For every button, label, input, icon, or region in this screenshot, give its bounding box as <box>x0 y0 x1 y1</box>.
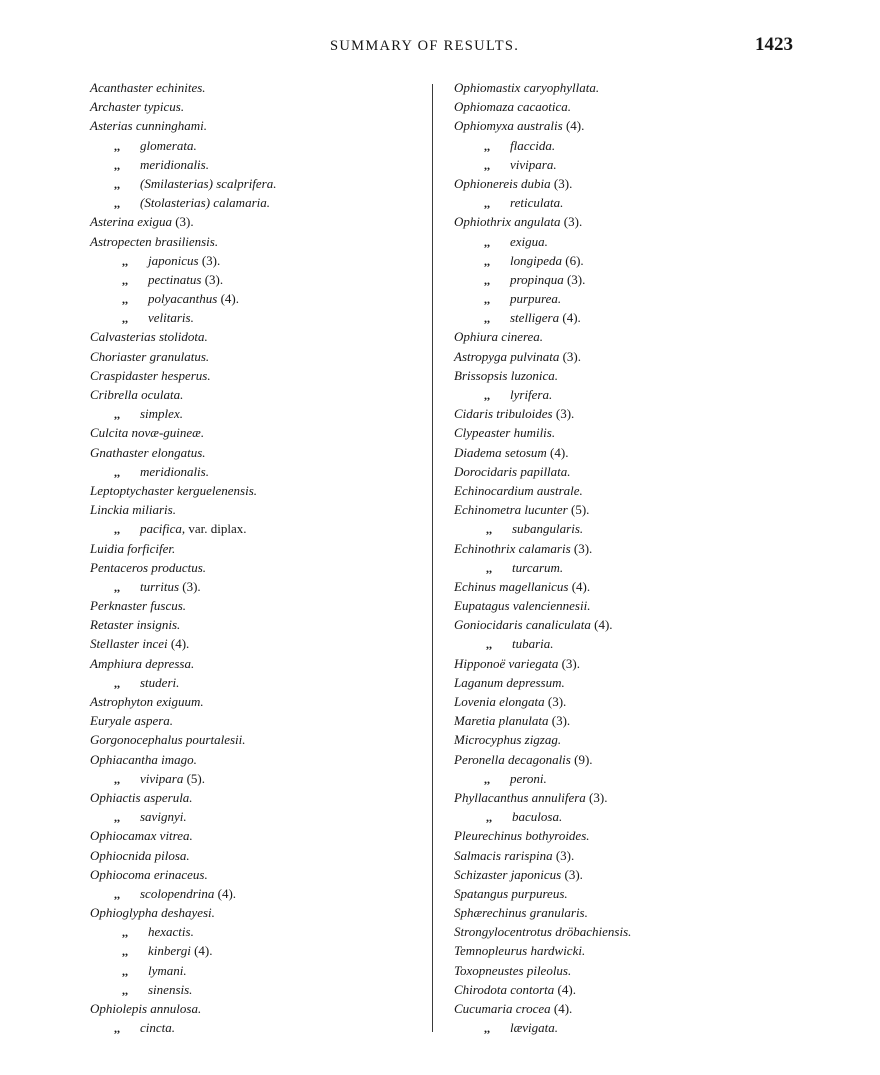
species-name: Peronella decagonalis <box>454 751 571 767</box>
entry-note: (3). <box>558 655 581 671</box>
species-name: Choriaster granulatus. <box>90 348 210 364</box>
species-entry <box>90 155 277 174</box>
ditto-mark: ,, <box>114 522 120 537</box>
species-name: Ophiomyxa australis <box>454 118 563 134</box>
species-name: lymani. <box>148 962 187 978</box>
entry-note: (3). <box>570 540 593 556</box>
species-entry <box>90 423 277 442</box>
entry-note: (6). <box>562 252 584 268</box>
species-name: (Smilasterias) scalprifera. <box>140 175 277 191</box>
ditto-mark: ,, <box>114 157 120 172</box>
species-entry <box>90 654 277 673</box>
species-name: Ophiura cinerea. <box>454 329 544 345</box>
species-entry <box>90 903 277 922</box>
species-name: Amphiura depressa. <box>90 655 195 671</box>
species-name: purpurea. <box>510 291 562 307</box>
species-name: vivipara <box>140 770 184 786</box>
ditto-mark: ,, <box>122 944 128 959</box>
species-entry <box>90 884 277 903</box>
species-entry <box>454 289 631 308</box>
species-entry <box>454 1018 631 1037</box>
species-name: Gorgonocephalus pourtalesii. <box>90 732 246 748</box>
species-name: Pentaceros productus. <box>90 559 207 575</box>
species-name: Ophiocnida pilosa. <box>90 847 190 863</box>
species-name: Temnopleurus hardwicki. <box>454 943 586 959</box>
entry-note: (4). <box>550 1001 573 1016</box>
entry-note: (4). <box>554 981 576 997</box>
species-entry <box>90 308 277 327</box>
species-entry <box>90 750 277 769</box>
species-entry <box>90 922 277 941</box>
species-entry <box>90 846 277 865</box>
species-entry <box>90 116 277 135</box>
species-entry <box>454 558 631 577</box>
species-entry <box>90 212 277 231</box>
species-name: Echinothrix calamaris <box>454 540 571 556</box>
species-entry <box>90 596 277 615</box>
ditto-mark: ,, <box>114 196 120 211</box>
species-entry <box>454 903 631 922</box>
species-entry <box>90 136 277 155</box>
species-name: Archaster typicus. <box>90 99 185 115</box>
species-name: Ophiothrix angulata <box>454 214 561 230</box>
page-number: 1423 <box>755 34 793 55</box>
species-name: Stellaster incei <box>90 636 168 652</box>
entry-note: (4). <box>546 444 569 460</box>
ditto-mark: ,, <box>114 1021 120 1036</box>
species-entry <box>454 232 631 251</box>
species-name: simplex. <box>140 406 183 422</box>
species-name: Goniocidaris canaliculata <box>454 617 591 633</box>
species-entry <box>90 462 277 481</box>
species-name: Maretia planulata <box>454 713 549 729</box>
entry-note: (3). <box>561 866 583 882</box>
species-name: Asterina exigua <box>90 214 172 230</box>
ditto-mark: ,, <box>114 407 120 422</box>
entry-note: (3). <box>552 406 575 422</box>
species-entry <box>454 404 631 423</box>
species-name: cincta. <box>140 1020 176 1036</box>
species-name: Hipponoë variegata <box>454 655 559 671</box>
species-entry <box>90 347 277 366</box>
species-name: meridionalis. <box>140 156 209 172</box>
species-name: Ophiolepis annulosa. <box>90 1001 202 1016</box>
species-entry <box>90 634 277 653</box>
species-name: Chirodota contorta <box>454 981 555 997</box>
entry-note: (3). <box>563 271 586 287</box>
species-name: pectinatus <box>148 271 202 287</box>
species-entry <box>454 519 631 538</box>
species-entry <box>454 212 631 231</box>
species-name: scolopendrina <box>140 885 215 901</box>
species-entry <box>90 673 277 692</box>
entry-note: (4). <box>217 291 239 307</box>
species-name: Retaster insignis. <box>90 617 181 633</box>
species-name: Astropyga pulvinata <box>454 348 560 364</box>
species-entry <box>90 711 277 730</box>
species-name: Laganum depressum. <box>454 674 565 690</box>
species-entry <box>90 1018 277 1037</box>
left-species-column <box>90 78 277 1037</box>
species-name: peroni. <box>510 770 547 786</box>
species-entry <box>90 558 277 577</box>
ditto-mark: ,, <box>114 464 120 479</box>
entry-note: (3). <box>201 271 224 287</box>
ditto-mark: ,, <box>122 292 128 307</box>
species-entry <box>454 769 631 788</box>
species-entry <box>454 423 631 442</box>
species-entry <box>454 366 631 385</box>
species-name: stelligera <box>510 310 560 326</box>
species-entry <box>90 865 277 884</box>
species-name: subangularis. <box>512 521 584 537</box>
species-name: Microcyphus zigzag. <box>454 732 562 748</box>
ditto-mark: ,, <box>122 925 128 940</box>
species-entry <box>454 846 631 865</box>
entry-note: (3). <box>544 694 567 709</box>
species-entry <box>454 78 631 97</box>
species-entry <box>90 519 277 538</box>
species-name: Schizaster japonicus <box>454 866 562 882</box>
species-entry <box>90 615 277 634</box>
entry-note: (4). <box>562 118 585 134</box>
species-entry <box>90 577 277 596</box>
species-name: japonicus <box>148 252 199 268</box>
species-entry <box>454 136 631 155</box>
species-name: exigua. <box>510 233 548 249</box>
species-entry <box>90 443 277 462</box>
species-entry <box>454 347 631 366</box>
species-name: Leptoptychaster kerguelenensis. <box>90 482 258 498</box>
species-entry <box>454 327 631 346</box>
species-name: Luidia forficifer. <box>90 540 176 556</box>
ditto-mark: ,, <box>114 810 120 825</box>
species-entry <box>454 999 631 1018</box>
ditto-mark: ,, <box>114 675 120 690</box>
species-entry <box>90 251 277 270</box>
species-entry <box>90 366 277 385</box>
species-name: Ophiacantha imago. <box>90 751 197 767</box>
entry-note: (5). <box>567 502 590 518</box>
ditto-mark: ,, <box>484 196 490 211</box>
ditto-mark: ,, <box>122 272 128 287</box>
species-entry <box>454 826 631 845</box>
species-entry <box>90 270 277 289</box>
species-name: Toxopneustes pileolus. <box>454 962 572 978</box>
species-entry <box>454 462 631 481</box>
ditto-mark: ,, <box>486 522 492 537</box>
species-entry <box>90 941 277 960</box>
species-name: turritus <box>140 578 180 594</box>
ditto-mark: ,, <box>484 234 490 249</box>
species-name: savignyi. <box>140 809 187 825</box>
entry-note: (4). <box>590 617 613 633</box>
entry-note: (3). <box>559 348 581 364</box>
entry-note: (4). <box>214 885 237 901</box>
species-entry <box>90 78 277 97</box>
ditto-mark: ,, <box>486 560 492 575</box>
species-name: Clypeaster humilis. <box>454 425 556 441</box>
species-name: Phyllacanthus annulifera <box>454 789 586 805</box>
species-name: Echinocardium australe. <box>454 482 583 498</box>
entry-note: (9). <box>570 751 593 767</box>
species-name: meridionalis. <box>140 463 209 479</box>
species-entry <box>90 539 277 558</box>
species-name: Spatangus purpureus. <box>454 885 568 901</box>
species-name: Strongylocentrotus dröbachiensis. <box>454 924 632 940</box>
species-name: kinbergi <box>148 943 191 959</box>
species-name: Asterias cunninghami. <box>90 118 207 134</box>
ditto-mark: ,, <box>486 637 492 652</box>
species-name: reticulata. <box>510 195 564 211</box>
running-title: SUMMARY OF RESULTS. <box>330 38 520 54</box>
species-name: Gnathaster elongatus. <box>90 444 206 460</box>
species-name: Echinus magellanicus <box>454 578 569 594</box>
entry-note: (4). <box>568 578 591 594</box>
ditto-mark: ,, <box>122 982 128 997</box>
species-name: lyrifera. <box>510 387 553 402</box>
entry-note: (4). <box>167 636 190 652</box>
species-name: velitaris. <box>148 310 194 326</box>
species-entry <box>454 539 631 558</box>
entry-note: (3). <box>198 252 221 268</box>
species-name: (Stolasterias) calamaria. <box>140 195 270 211</box>
species-entry <box>90 327 277 346</box>
species-name: pacifica, <box>140 521 186 537</box>
species-entry <box>454 97 631 116</box>
species-entry <box>90 692 277 711</box>
species-entry <box>454 692 631 711</box>
species-entry <box>90 385 277 404</box>
species-entry <box>454 673 631 692</box>
ditto-mark: ,, <box>484 138 490 153</box>
ditto-mark: ,, <box>484 253 490 268</box>
ditto-mark: ,, <box>486 810 492 825</box>
entry-note: (3). <box>548 713 571 729</box>
species-name: Diadema setosum <box>454 444 547 460</box>
species-name: sinensis. <box>148 981 193 997</box>
species-name: Ophiocamax vitrea. <box>90 828 193 844</box>
species-entry <box>454 865 631 884</box>
ditto-mark: ,, <box>122 963 128 978</box>
species-entry <box>90 730 277 749</box>
species-name: flaccida. <box>510 137 556 153</box>
species-name: Pleurechinus bothyroides. <box>454 828 590 844</box>
ditto-mark: ,, <box>484 311 490 326</box>
species-entry <box>454 270 631 289</box>
species-name: Lovenia elongata <box>454 694 545 709</box>
species-name: Craspidaster hesperus. <box>90 367 211 383</box>
ditto-mark: ,, <box>484 157 490 172</box>
species-entry <box>454 922 631 941</box>
species-entry <box>454 941 631 960</box>
species-name: Dorocidaris papillata. <box>454 463 571 479</box>
ditto-mark: ,, <box>484 388 490 402</box>
species-entry <box>454 807 631 826</box>
species-entry <box>454 634 631 653</box>
species-name: Ophiomastix caryophyllata. <box>454 80 600 95</box>
species-entry <box>90 289 277 308</box>
species-name: Cucumaria crocea <box>454 1001 551 1016</box>
species-name: vivipara. <box>510 156 557 172</box>
right-species-column <box>454 78 631 1037</box>
ditto-mark: ,, <box>122 253 128 268</box>
species-name: Salmacis rarispina <box>454 847 553 863</box>
species-name: studeri. <box>140 674 180 690</box>
ditto-mark: ,, <box>484 1021 490 1036</box>
species-entry <box>90 769 277 788</box>
species-entry <box>454 174 631 193</box>
entry-note: (5). <box>183 770 205 786</box>
species-name: Cidaris tribuloides <box>454 406 553 422</box>
species-entry <box>454 615 631 634</box>
species-name: baculosa. <box>512 809 563 825</box>
species-name: Ophiactis asperula. <box>90 789 193 805</box>
species-entry <box>454 654 631 673</box>
ditto-mark: ,, <box>484 771 490 786</box>
species-entry <box>454 251 631 270</box>
entry-note: var. diplax. <box>185 521 247 537</box>
species-entry <box>454 116 631 135</box>
species-entry <box>454 750 631 769</box>
column-divider <box>432 84 433 1032</box>
species-entry <box>90 500 277 519</box>
species-name: Ophionereis dubia <box>454 175 551 191</box>
entry-note: (3). <box>550 175 573 191</box>
species-entry <box>90 481 277 500</box>
species-entry <box>90 788 277 807</box>
entry-note: (3). <box>560 214 583 230</box>
species-name: Eupatagus valenciennesii. <box>454 598 591 614</box>
entry-note: (3). <box>552 847 575 863</box>
species-entry <box>90 961 277 980</box>
species-name: Cribrella oculata. <box>90 387 184 402</box>
entry-note: (4). <box>190 943 213 959</box>
entry-note: (3). <box>171 214 194 230</box>
species-name: Calvasterias stolidota. <box>90 329 208 345</box>
species-name: Astropecten brasiliensis. <box>90 233 219 249</box>
species-entry <box>90 999 277 1018</box>
species-entry <box>90 980 277 999</box>
ditto-mark: ,, <box>114 176 120 191</box>
species-name: turcarum. <box>512 559 564 575</box>
ditto-mark: ,, <box>114 886 120 901</box>
species-entry <box>454 155 631 174</box>
species-name: Culcita novæ-guineæ. <box>90 425 205 441</box>
ditto-mark: ,, <box>114 579 120 594</box>
ditto-mark: ,, <box>484 292 490 307</box>
species-name: longipeda <box>510 252 562 268</box>
species-name: Ophioglypha deshayesi. <box>90 905 215 921</box>
species-name: Acanthaster echinites. <box>90 80 206 95</box>
species-entry <box>454 443 631 462</box>
species-entry <box>90 97 277 116</box>
species-entry <box>454 711 631 730</box>
species-name: hexactis. <box>148 924 194 940</box>
species-entry <box>454 385 631 404</box>
species-name: propinqua <box>510 271 564 287</box>
species-entry <box>454 596 631 615</box>
page-header <box>0 36 880 58</box>
species-entry <box>454 193 631 212</box>
species-entry <box>454 577 631 596</box>
species-name: glomerata. <box>140 137 197 153</box>
species-entry <box>90 193 277 212</box>
species-name: Astrophyton exiguum. <box>90 694 204 709</box>
entry-note: (3). <box>179 578 201 594</box>
species-name: Linckia miliaris. <box>90 502 176 518</box>
species-entry <box>454 481 631 500</box>
species-name: Euryale aspera. <box>90 713 174 729</box>
ditto-mark: ,, <box>122 311 128 326</box>
species-name: Perknaster fuscus. <box>90 598 187 614</box>
species-entry <box>90 232 277 251</box>
species-entry <box>454 980 631 999</box>
species-name: Sphærechinus granularis. <box>454 905 588 921</box>
species-entry <box>90 174 277 193</box>
species-name: Ophiocoma erinaceus. <box>90 866 208 882</box>
species-name: polyacanthus <box>148 291 218 307</box>
species-entry <box>90 807 277 826</box>
species-name: Brissopsis luzonica. <box>454 367 559 383</box>
species-entry <box>454 500 631 519</box>
species-entry <box>454 884 631 903</box>
ditto-mark: ,, <box>114 138 120 153</box>
entry-note: (4). <box>559 310 581 326</box>
species-entry <box>90 404 277 423</box>
ditto-mark: ,, <box>114 771 120 786</box>
species-entry <box>454 961 631 980</box>
species-name: tubaria. <box>512 636 554 652</box>
species-entry <box>454 788 631 807</box>
species-entry <box>90 826 277 845</box>
species-entry <box>454 308 631 327</box>
species-name: lævigata. <box>510 1020 559 1036</box>
species-entry <box>454 730 631 749</box>
ditto-mark: ,, <box>484 272 490 287</box>
species-name: Ophiomaza cacaotica. <box>454 99 571 115</box>
entry-note: (3). <box>585 789 608 805</box>
species-name: Echinometra lucunter <box>454 502 568 518</box>
